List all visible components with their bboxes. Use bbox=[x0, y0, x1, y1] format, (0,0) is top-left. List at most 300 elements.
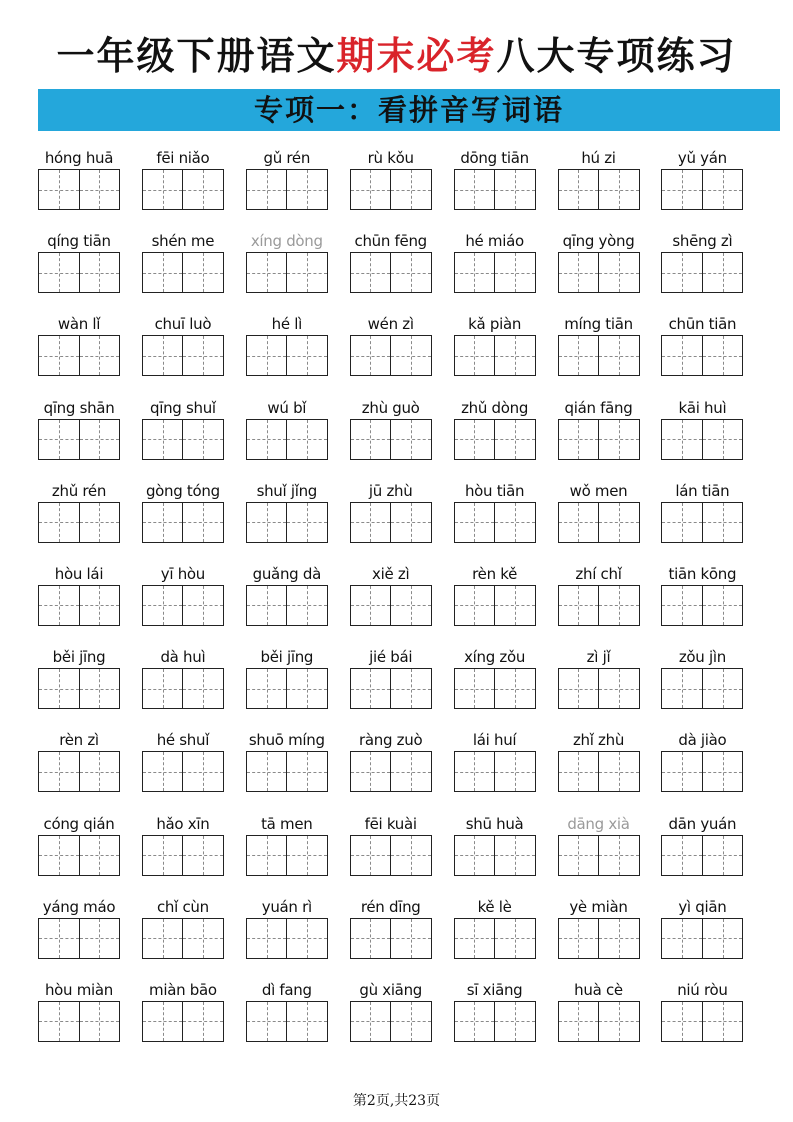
tianzige-writing-boxes bbox=[142, 169, 224, 210]
character-box[interactable] bbox=[662, 503, 702, 542]
tianzige-writing-boxes bbox=[246, 1001, 328, 1042]
character-box[interactable] bbox=[494, 919, 535, 958]
character-box[interactable] bbox=[559, 752, 599, 791]
character-box[interactable] bbox=[662, 586, 702, 625]
tianzige-writing-boxes bbox=[661, 502, 743, 543]
character-box[interactable] bbox=[559, 669, 599, 708]
tianzige-writing-boxes bbox=[246, 751, 328, 792]
character-box[interactable] bbox=[247, 586, 287, 625]
character-box[interactable] bbox=[455, 836, 495, 875]
character-box[interactable] bbox=[39, 1002, 79, 1041]
character-box[interactable] bbox=[494, 170, 535, 209]
character-box[interactable] bbox=[247, 420, 287, 459]
character-box[interactable] bbox=[702, 420, 743, 459]
character-box[interactable] bbox=[143, 1002, 183, 1041]
character-box[interactable] bbox=[247, 1002, 287, 1041]
character-box[interactable] bbox=[351, 669, 391, 708]
pinyin-label: fēi kuài bbox=[364, 814, 417, 833]
word-item bbox=[556, 647, 642, 711]
character-box[interactable] bbox=[662, 420, 702, 459]
character-box[interactable] bbox=[559, 253, 599, 292]
character-box[interactable] bbox=[455, 919, 495, 958]
character-box[interactable] bbox=[559, 586, 599, 625]
character-box[interactable] bbox=[79, 420, 120, 459]
exercise-row bbox=[36, 481, 752, 564]
tianzige-writing-boxes bbox=[661, 668, 743, 709]
character-box[interactable] bbox=[559, 503, 599, 542]
character-box[interactable] bbox=[286, 170, 327, 209]
pinyin-label: niú ròu bbox=[677, 980, 728, 999]
character-box[interactable] bbox=[455, 253, 495, 292]
character-box[interactable] bbox=[79, 503, 120, 542]
character-box[interactable] bbox=[598, 586, 639, 625]
character-box[interactable] bbox=[351, 752, 391, 791]
character-box[interactable] bbox=[494, 336, 535, 375]
tianzige-writing-boxes bbox=[454, 668, 536, 709]
pinyin-label: yuán rì bbox=[261, 897, 312, 916]
character-box[interactable] bbox=[662, 919, 702, 958]
word-item bbox=[36, 647, 122, 711]
character-box[interactable] bbox=[286, 836, 327, 875]
word-item bbox=[659, 730, 745, 794]
character-box[interactable] bbox=[182, 752, 223, 791]
character-box[interactable] bbox=[247, 253, 287, 292]
character-box[interactable] bbox=[143, 752, 183, 791]
character-box[interactable] bbox=[143, 503, 183, 542]
pinyin-label: yè miàn bbox=[569, 897, 628, 916]
character-box[interactable] bbox=[702, 919, 743, 958]
character-box[interactable] bbox=[143, 253, 183, 292]
tianzige-writing-boxes bbox=[350, 835, 432, 876]
word-item bbox=[244, 814, 330, 878]
character-box[interactable] bbox=[455, 752, 495, 791]
character-box[interactable] bbox=[455, 586, 495, 625]
character-box[interactable] bbox=[390, 919, 431, 958]
tianzige-writing-boxes bbox=[350, 335, 432, 376]
character-box[interactable] bbox=[286, 336, 327, 375]
word-item bbox=[140, 231, 226, 295]
word-item bbox=[556, 148, 642, 212]
character-box[interactable] bbox=[143, 336, 183, 375]
character-box[interactable] bbox=[598, 836, 639, 875]
character-box[interactable] bbox=[351, 1002, 391, 1041]
character-box[interactable] bbox=[182, 669, 223, 708]
character-box[interactable] bbox=[182, 336, 223, 375]
pinyin-label: chuī luò bbox=[154, 315, 212, 334]
pinyin-label: hǎo xīn bbox=[156, 814, 210, 833]
word-item bbox=[452, 231, 538, 295]
pinyin-label: zhǔ rén bbox=[51, 481, 107, 500]
word-item bbox=[244, 980, 330, 1044]
character-box[interactable] bbox=[702, 836, 743, 875]
pinyin-label: wén zì bbox=[367, 315, 414, 334]
character-box[interactable] bbox=[598, 336, 639, 375]
tianzige-writing-boxes bbox=[38, 1001, 120, 1042]
word-item bbox=[452, 897, 538, 961]
character-box[interactable] bbox=[390, 586, 431, 625]
word-item bbox=[244, 564, 330, 628]
tianzige-writing-boxes bbox=[38, 169, 120, 210]
word-item bbox=[659, 647, 745, 711]
character-box[interactable] bbox=[702, 669, 743, 708]
character-box[interactable] bbox=[39, 586, 79, 625]
character-box[interactable] bbox=[286, 669, 327, 708]
pinyin-label: zhǐ zhù bbox=[572, 731, 625, 750]
word-item bbox=[556, 231, 642, 295]
tianzige-writing-boxes bbox=[661, 1001, 743, 1042]
character-box[interactable] bbox=[351, 336, 391, 375]
character-box[interactable] bbox=[351, 836, 391, 875]
tianzige-writing-boxes bbox=[661, 751, 743, 792]
word-item bbox=[244, 730, 330, 794]
character-box[interactable] bbox=[598, 420, 639, 459]
pinyin-label: shēng zì bbox=[672, 232, 733, 251]
word-item bbox=[348, 647, 434, 711]
character-box[interactable] bbox=[247, 669, 287, 708]
character-box[interactable] bbox=[351, 919, 391, 958]
tianzige-writing-boxes bbox=[350, 1001, 432, 1042]
character-box[interactable] bbox=[662, 336, 702, 375]
word-item bbox=[452, 148, 538, 212]
character-box[interactable] bbox=[455, 336, 495, 375]
character-box[interactable] bbox=[455, 170, 495, 209]
character-box[interactable] bbox=[247, 752, 287, 791]
pinyin-label: zhí chǐ bbox=[575, 564, 622, 583]
character-box[interactable] bbox=[598, 919, 639, 958]
character-box[interactable] bbox=[247, 836, 287, 875]
tianzige-writing-boxes bbox=[661, 169, 743, 210]
character-box[interactable] bbox=[79, 586, 120, 625]
tianzige-writing-boxes bbox=[558, 419, 640, 460]
word-item bbox=[659, 314, 745, 378]
character-box[interactable] bbox=[702, 336, 743, 375]
character-box[interactable] bbox=[598, 253, 639, 292]
tianzige-writing-boxes bbox=[558, 1001, 640, 1042]
tianzige-writing-boxes bbox=[142, 335, 224, 376]
pinyin-label: qíng tiān bbox=[47, 232, 111, 251]
word-item bbox=[452, 814, 538, 878]
character-box[interactable] bbox=[390, 420, 431, 459]
tianzige-writing-boxes bbox=[454, 585, 536, 626]
tianzige-writing-boxes bbox=[142, 751, 224, 792]
character-box[interactable] bbox=[598, 669, 639, 708]
word-item bbox=[36, 148, 122, 212]
character-box[interactable] bbox=[182, 1002, 223, 1041]
character-box[interactable] bbox=[455, 503, 495, 542]
character-box[interactable] bbox=[79, 919, 120, 958]
character-box[interactable] bbox=[351, 170, 391, 209]
word-item bbox=[36, 481, 122, 545]
character-box[interactable] bbox=[598, 752, 639, 791]
pinyin-label: gǔ rén bbox=[263, 149, 311, 167]
pinyin-label: hòu tiān bbox=[464, 481, 525, 500]
character-box[interactable] bbox=[247, 170, 287, 209]
character-box[interactable] bbox=[351, 586, 391, 625]
character-box[interactable] bbox=[559, 170, 599, 209]
word-item bbox=[659, 481, 745, 545]
character-box[interactable] bbox=[662, 752, 702, 791]
character-box[interactable] bbox=[559, 836, 599, 875]
character-box[interactable] bbox=[143, 420, 183, 459]
character-box[interactable] bbox=[559, 1002, 599, 1041]
character-box[interactable] bbox=[182, 836, 223, 875]
character-box[interactable] bbox=[702, 752, 743, 791]
pinyin-label: cóng qián bbox=[43, 814, 115, 833]
pinyin-label: guǎng dà bbox=[252, 564, 321, 583]
tianzige-writing-boxes bbox=[246, 918, 328, 959]
character-box[interactable] bbox=[494, 1002, 535, 1041]
character-box[interactable] bbox=[390, 1002, 431, 1041]
exercise-row bbox=[36, 314, 752, 397]
character-box[interactable] bbox=[662, 836, 702, 875]
character-box[interactable] bbox=[39, 836, 79, 875]
word-item bbox=[36, 814, 122, 878]
pinyin-label: dà jiào bbox=[678, 731, 727, 750]
pinyin-label: qīng shuǐ bbox=[149, 398, 216, 417]
character-box[interactable] bbox=[390, 752, 431, 791]
pinyin-label: lái huí bbox=[472, 731, 517, 750]
character-box[interactable] bbox=[702, 253, 743, 292]
tianzige-writing-boxes bbox=[246, 419, 328, 460]
tianzige-writing-boxes bbox=[661, 918, 743, 959]
character-box[interactable] bbox=[79, 336, 120, 375]
word-item bbox=[140, 481, 226, 545]
character-box[interactable] bbox=[494, 420, 535, 459]
tianzige-writing-boxes bbox=[246, 335, 328, 376]
character-box[interactable] bbox=[494, 503, 535, 542]
word-item bbox=[659, 980, 745, 1044]
character-box[interactable] bbox=[598, 503, 639, 542]
pinyin-label: míng tiān bbox=[564, 315, 633, 334]
tianzige-writing-boxes bbox=[350, 918, 432, 959]
pinyin-label: dōng tiān bbox=[460, 149, 529, 167]
pinyin-label: kǎ piàn bbox=[468, 315, 522, 334]
character-box[interactable] bbox=[494, 253, 535, 292]
pinyin-label: yáng máo bbox=[42, 897, 116, 916]
word-item bbox=[556, 814, 642, 878]
word-item bbox=[140, 980, 226, 1044]
character-box[interactable] bbox=[559, 919, 599, 958]
tianzige-writing-boxes bbox=[350, 419, 432, 460]
tianzige-writing-boxes bbox=[661, 585, 743, 626]
pinyin-label: qīng yòng bbox=[562, 232, 635, 251]
character-box[interactable] bbox=[247, 503, 287, 542]
character-box[interactable] bbox=[494, 586, 535, 625]
tianzige-writing-boxes bbox=[38, 668, 120, 709]
character-box[interactable] bbox=[455, 1002, 495, 1041]
character-box[interactable] bbox=[39, 919, 79, 958]
character-box[interactable] bbox=[390, 836, 431, 875]
pinyin-label: běi jīng bbox=[52, 648, 106, 667]
character-box[interactable] bbox=[702, 1002, 743, 1041]
character-box[interactable] bbox=[39, 752, 79, 791]
character-box[interactable] bbox=[286, 919, 327, 958]
word-item bbox=[36, 564, 122, 628]
character-box[interactable] bbox=[455, 420, 495, 459]
character-box[interactable] bbox=[143, 170, 183, 209]
character-box[interactable] bbox=[143, 836, 183, 875]
title-highlight: 期末必考 bbox=[336, 33, 497, 78]
pinyin-label: xiě zì bbox=[372, 564, 410, 583]
character-box[interactable] bbox=[662, 1002, 702, 1041]
pinyin-label: zhù guò bbox=[361, 398, 420, 417]
character-box[interactable] bbox=[286, 503, 327, 542]
word-item bbox=[244, 314, 330, 378]
character-box[interactable] bbox=[143, 919, 183, 958]
tianzige-writing-boxes bbox=[454, 502, 536, 543]
pinyin-label: dà huì bbox=[160, 648, 206, 667]
word-item bbox=[348, 564, 434, 628]
tianzige-writing-boxes bbox=[454, 751, 536, 792]
character-box[interactable] bbox=[702, 170, 743, 209]
character-box[interactable] bbox=[494, 836, 535, 875]
tianzige-writing-boxes bbox=[661, 335, 743, 376]
word-item bbox=[659, 814, 745, 878]
character-box[interactable] bbox=[39, 170, 79, 209]
page-footer: 第2页,共23页 bbox=[352, 1093, 441, 1109]
tianzige-writing-boxes bbox=[454, 252, 536, 293]
character-box[interactable] bbox=[39, 253, 79, 292]
character-box[interactable] bbox=[247, 919, 287, 958]
character-box[interactable] bbox=[598, 1002, 639, 1041]
word-item bbox=[452, 647, 538, 711]
pinyin-label: zì jǐ bbox=[586, 648, 611, 667]
character-box[interactable] bbox=[702, 586, 743, 625]
character-box[interactable] bbox=[390, 669, 431, 708]
pinyin-label: gù xiāng bbox=[359, 980, 423, 999]
character-box[interactable] bbox=[286, 253, 327, 292]
character-box[interactable] bbox=[79, 253, 120, 292]
word-item bbox=[244, 398, 330, 462]
character-box[interactable] bbox=[286, 1002, 327, 1041]
pinyin-label: hóng huā bbox=[44, 149, 114, 167]
word-item bbox=[244, 148, 330, 212]
character-box[interactable] bbox=[351, 253, 391, 292]
word-item bbox=[659, 897, 745, 961]
word-item bbox=[36, 398, 122, 462]
pinyin-label: hòu miàn bbox=[44, 980, 114, 999]
tianzige-writing-boxes bbox=[454, 169, 536, 210]
exercise-row bbox=[36, 980, 752, 1063]
character-box[interactable] bbox=[247, 336, 287, 375]
tianzige-writing-boxes bbox=[558, 252, 640, 293]
section-banner bbox=[38, 89, 780, 131]
tianzige-writing-boxes bbox=[558, 169, 640, 210]
pinyin-label: chǐ cùn bbox=[156, 897, 209, 916]
character-box[interactable] bbox=[662, 170, 702, 209]
character-box[interactable] bbox=[143, 669, 183, 708]
character-box[interactable] bbox=[494, 669, 535, 708]
tianzige-writing-boxes bbox=[661, 252, 743, 293]
tianzige-writing-boxes bbox=[246, 502, 328, 543]
character-box[interactable] bbox=[494, 752, 535, 791]
character-box[interactable] bbox=[182, 170, 223, 209]
tianzige-writing-boxes bbox=[246, 252, 328, 293]
character-box[interactable] bbox=[79, 752, 120, 791]
tianzige-writing-boxes bbox=[350, 668, 432, 709]
character-box[interactable] bbox=[390, 170, 431, 209]
character-box[interactable] bbox=[559, 420, 599, 459]
character-box[interactable] bbox=[559, 336, 599, 375]
word-item bbox=[452, 481, 538, 545]
pinyin-label: chūn fēng bbox=[354, 232, 427, 251]
character-box[interactable] bbox=[662, 669, 702, 708]
pinyin-label: gòng tóng bbox=[145, 481, 220, 500]
character-box[interactable] bbox=[182, 586, 223, 625]
word-item bbox=[556, 980, 642, 1044]
tianzige-writing-boxes bbox=[142, 252, 224, 293]
character-box[interactable] bbox=[662, 253, 702, 292]
character-box[interactable] bbox=[39, 669, 79, 708]
character-box[interactable] bbox=[351, 503, 391, 542]
word-item bbox=[348, 814, 434, 878]
tianzige-writing-boxes bbox=[38, 252, 120, 293]
word-item bbox=[556, 398, 642, 462]
character-box[interactable] bbox=[39, 420, 79, 459]
word-item bbox=[452, 980, 538, 1044]
tianzige-writing-boxes bbox=[558, 668, 640, 709]
character-box[interactable] bbox=[79, 1002, 120, 1041]
pinyin-label: shuō míng bbox=[248, 731, 325, 750]
tianzige-writing-boxes bbox=[558, 751, 640, 792]
tianzige-writing-boxes bbox=[558, 335, 640, 376]
character-box[interactable] bbox=[79, 170, 120, 209]
tianzige-writing-boxes bbox=[142, 1001, 224, 1042]
tianzige-writing-boxes bbox=[454, 1001, 536, 1042]
tianzige-writing-boxes bbox=[661, 835, 743, 876]
character-box[interactable] bbox=[182, 253, 223, 292]
tianzige-writing-boxes bbox=[142, 668, 224, 709]
pinyin-label: hé lì bbox=[271, 315, 302, 334]
pinyin-label: rèn zì bbox=[59, 731, 99, 750]
character-box[interactable] bbox=[390, 503, 431, 542]
word-item bbox=[244, 647, 330, 711]
exercise-row bbox=[36, 730, 752, 813]
pinyin-label: hé shuǐ bbox=[156, 731, 210, 750]
word-item bbox=[36, 730, 122, 794]
character-box[interactable] bbox=[39, 336, 79, 375]
tianzige-writing-boxes bbox=[142, 835, 224, 876]
character-box[interactable] bbox=[598, 170, 639, 209]
tianzige-writing-boxes bbox=[558, 502, 640, 543]
character-box[interactable] bbox=[39, 503, 79, 542]
word-item bbox=[556, 564, 642, 628]
word-item bbox=[452, 398, 538, 462]
character-box[interactable] bbox=[182, 503, 223, 542]
character-box[interactable] bbox=[286, 420, 327, 459]
tianzige-writing-boxes bbox=[246, 835, 328, 876]
pinyin-label: yì qiān bbox=[678, 897, 727, 916]
character-box[interactable] bbox=[455, 669, 495, 708]
pinyin-label: rù kǒu bbox=[367, 149, 414, 167]
character-box[interactable] bbox=[286, 586, 327, 625]
character-box[interactable] bbox=[79, 669, 120, 708]
tianzige-writing-boxes bbox=[38, 585, 120, 626]
character-box[interactable] bbox=[351, 420, 391, 459]
character-box[interactable] bbox=[286, 752, 327, 791]
character-box[interactable] bbox=[79, 836, 120, 875]
pinyin-label: dān yuán bbox=[668, 814, 737, 833]
tianzige-writing-boxes bbox=[558, 835, 640, 876]
word-item bbox=[244, 897, 330, 961]
tianzige-writing-boxes bbox=[142, 502, 224, 543]
character-box[interactable] bbox=[390, 253, 431, 292]
character-box[interactable] bbox=[182, 919, 223, 958]
character-box[interactable] bbox=[182, 420, 223, 459]
character-box[interactable] bbox=[143, 586, 183, 625]
character-box[interactable] bbox=[390, 336, 431, 375]
character-box[interactable] bbox=[702, 503, 743, 542]
